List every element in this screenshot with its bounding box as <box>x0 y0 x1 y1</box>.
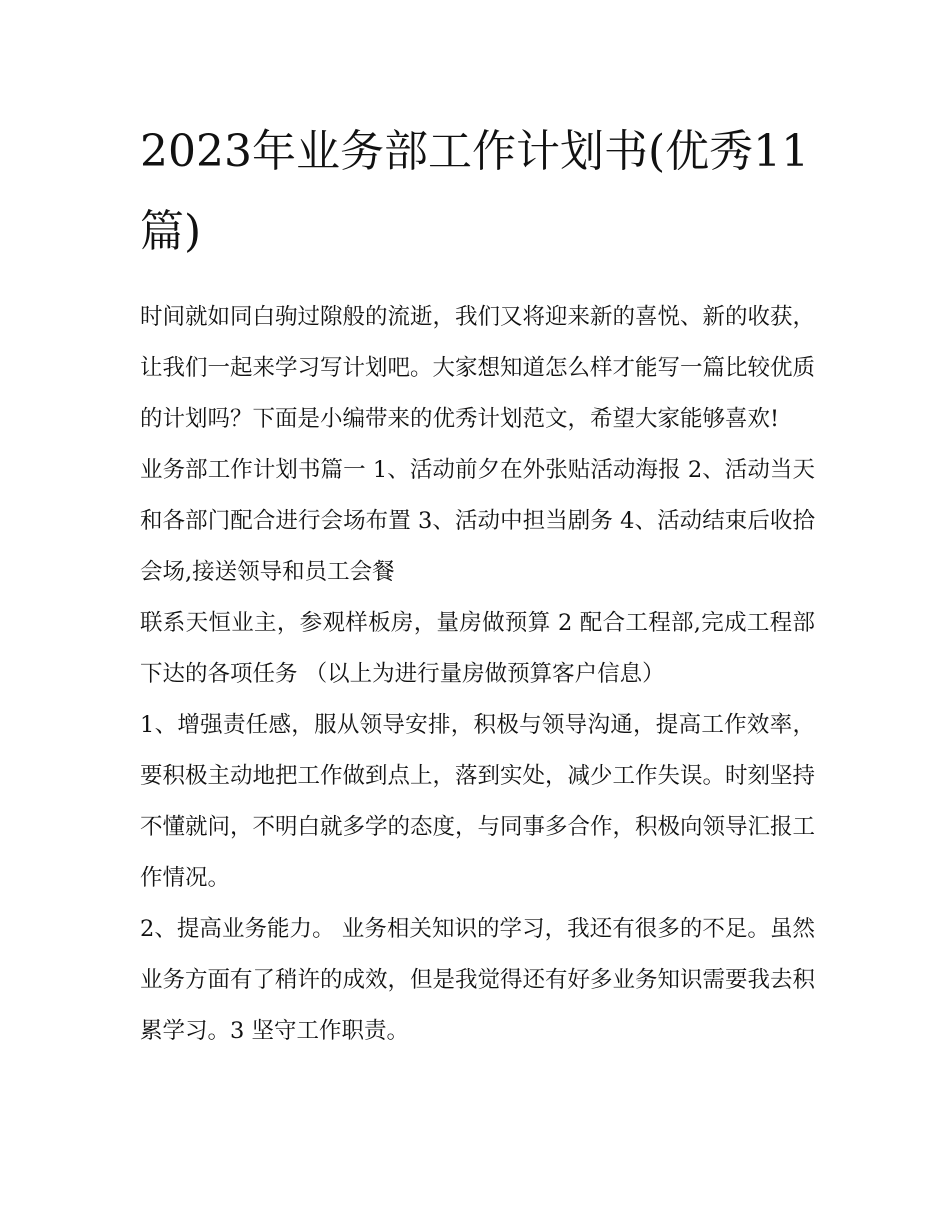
paragraph-plan-one: 业务部工作计划书篇一 1、活动前夕在外张贴活动海报 2、活动当天和各部门配合进行会场布置 3、活动中担当剧务 4、活动结束后收拾会场,接送领导和员工会餐 <box>140 457 815 585</box>
paragraph-contact: 联系天恒业主，参观样板房，量房做预算 2 配合工程部,完成工程部下达的各项任务 （以上为进行量房做预算客户信息） <box>140 610 815 687</box>
paragraph-item-1: 1、增强责任感，服从领导安排，积极与领导沟通，提高工作效率，要积极主动地把工作做到点上，落到实处，减少工作失误。时刻坚持不懂就问，不明白就多学的态度，与同事多合作，积极向领导汇报工作情况。 <box>140 712 816 891</box>
document-page <box>140 112 815 1057</box>
paragraph-intro: 时间就如同白驹过隙般的流逝，我们又将迎来新的喜悦、新的收获，让我们一起来学习写计划吧。大家想知道怎么样才能写一篇比较优质的计划吗？下面是小编带来的优秀计划范文，希望大家能够喜欢! <box>140 304 816 432</box>
document-title: 2023年业务部工作计划书(优秀11篇) <box>140 126 810 257</box>
document-body <box>140 292 815 1057</box>
paragraph-item-2: 2、提高业务能力。 业务相关知识的学习，我还有很多的不足。虽然业务方面有了稍许的成效，但是我觉得还有好多业务知识需要我去积累学习。3 坚守工作职责。 <box>140 916 816 1044</box>
